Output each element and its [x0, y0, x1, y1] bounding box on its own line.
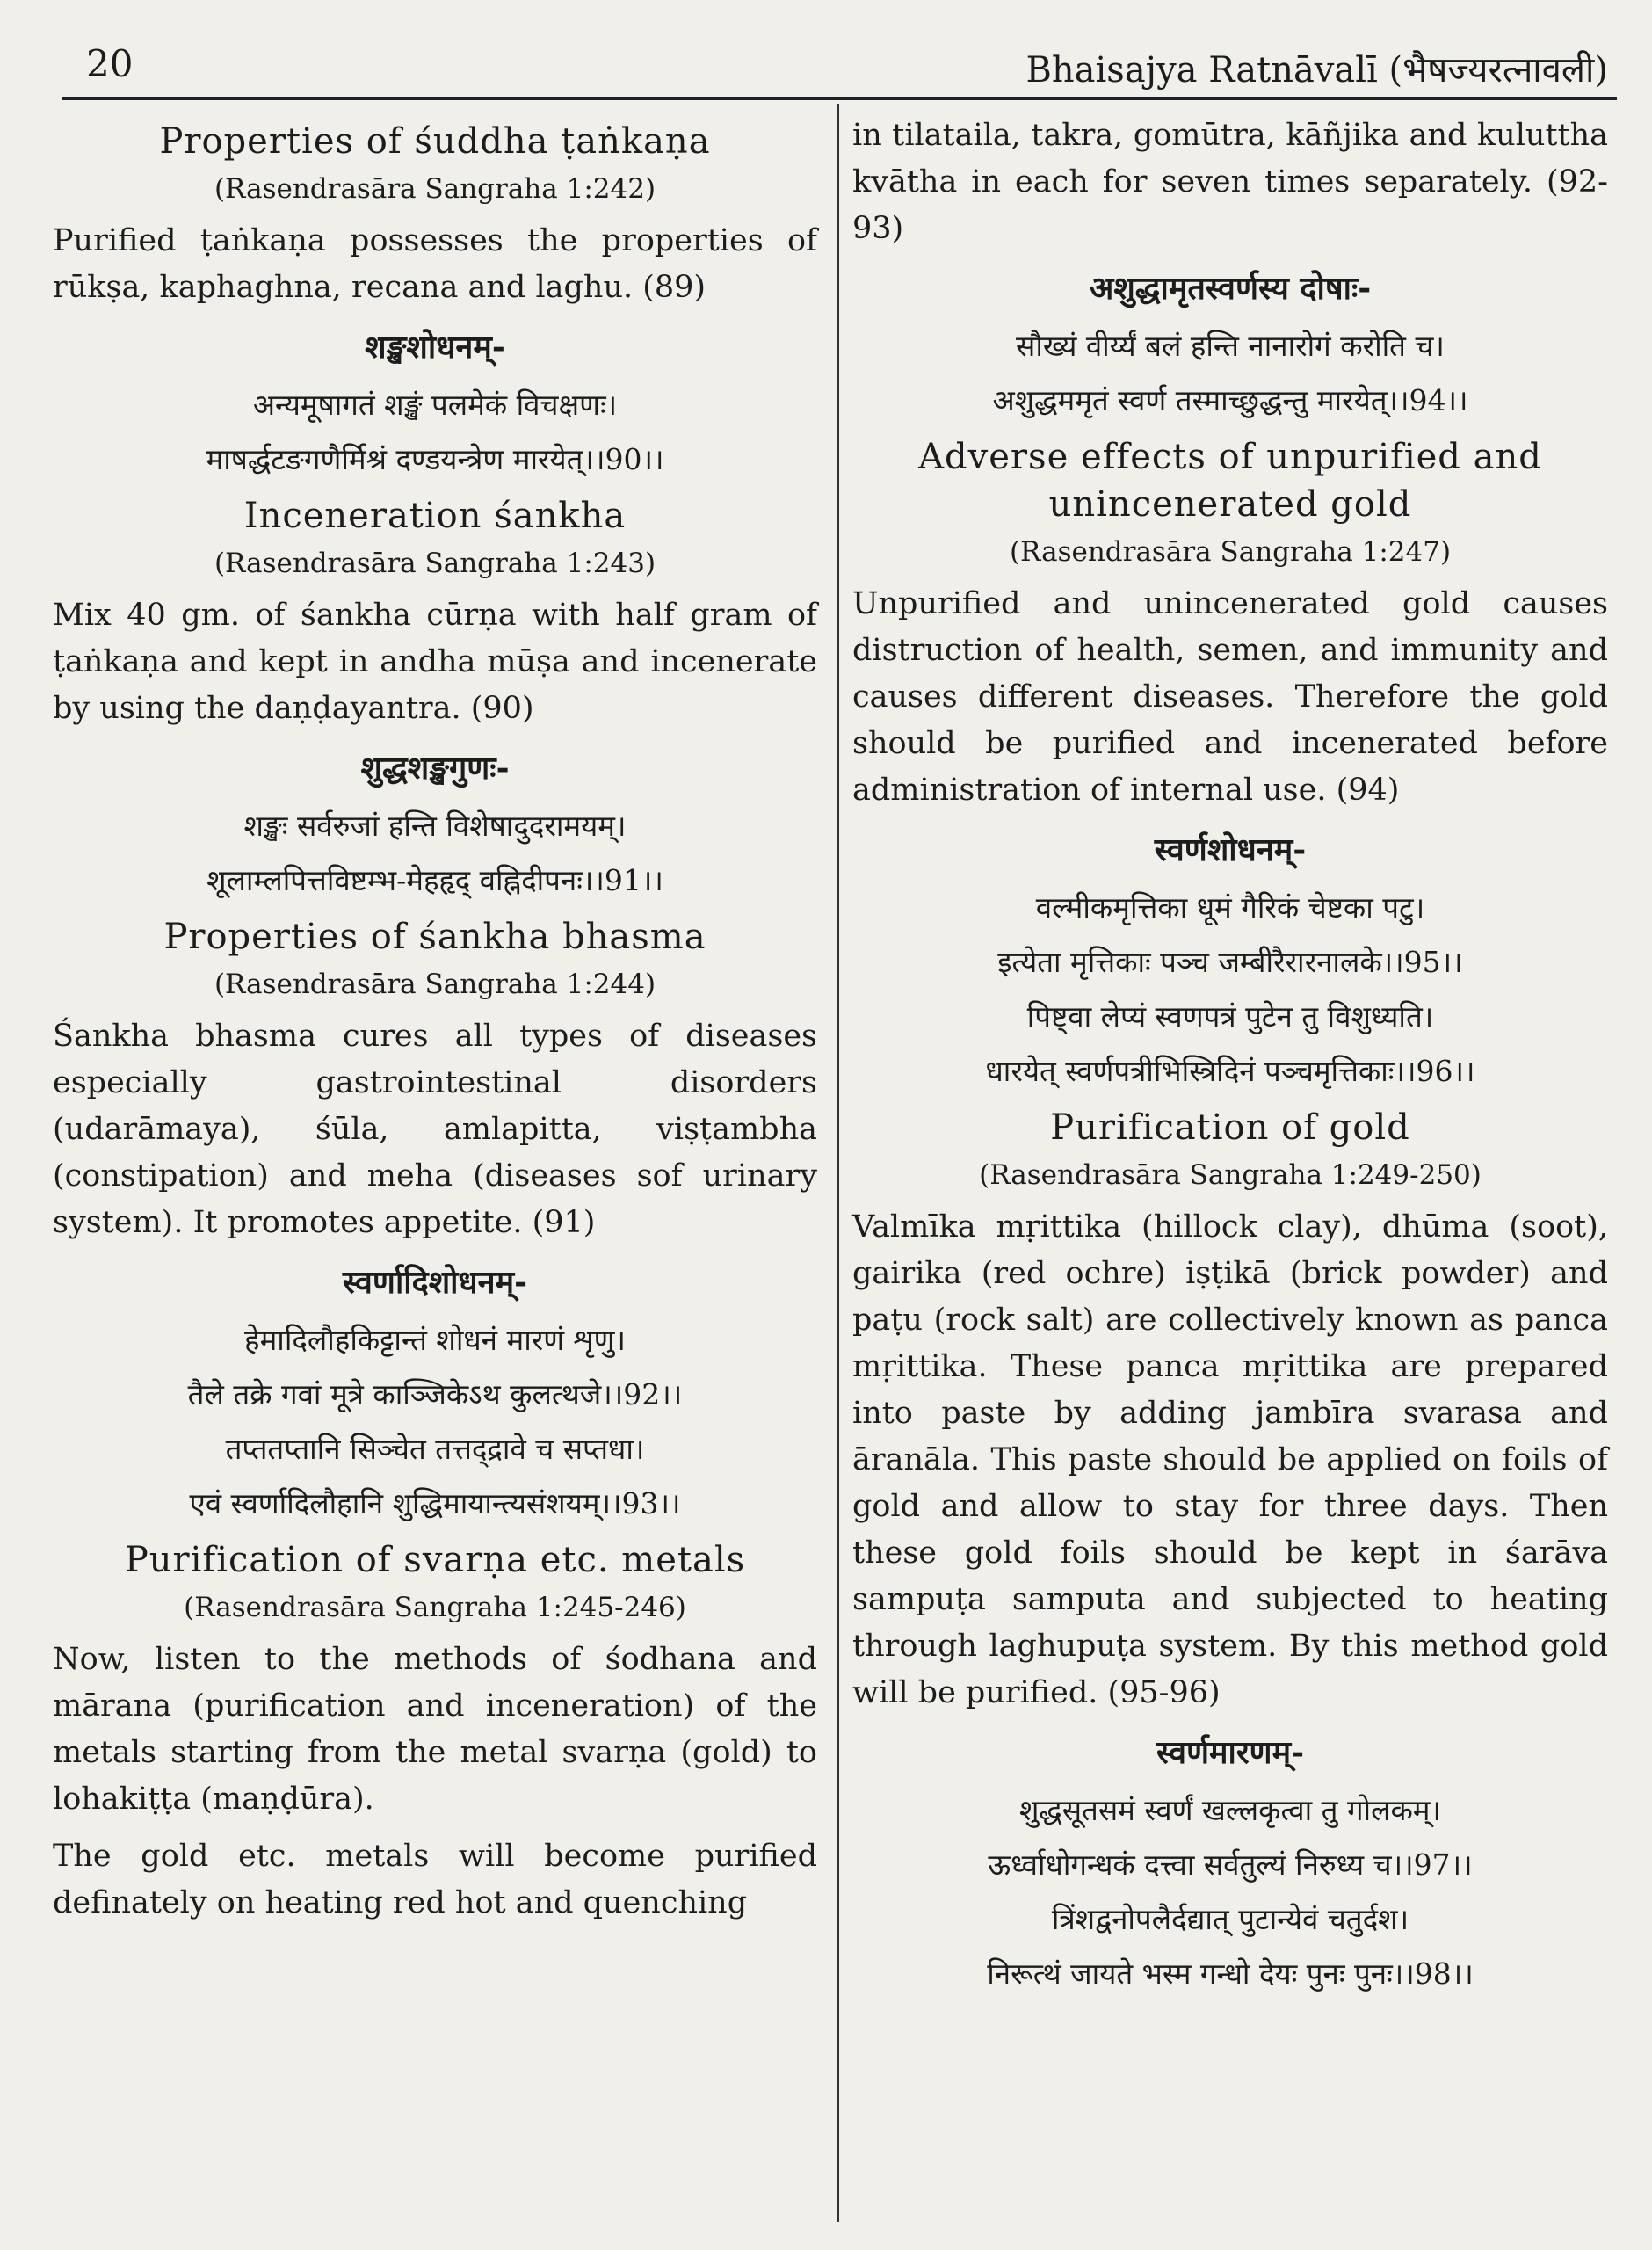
section-heading: Purification of gold	[1050, 1107, 1410, 1148]
section-heading: Purification of svarṇa etc. metals	[124, 1540, 746, 1580]
sanskrit-verse: पिष्ट्वा लेप्यं स्वणपत्रं पुटेन तु विशुध्यति।	[1026, 999, 1434, 1034]
sanskrit-verse: सौख्यं वीर्य्यं बलं हन्ति नानारोगं करोति च।	[1016, 329, 1445, 363]
left-column	[53, 112, 817, 1937]
paragraph: Śankha bhasma cures all types of diseases especially gastrointestinal disorders (udarāmaya), śūla, amlapitta, viṣṭambha (constipation) and meha (diseases sof urinary system). It promotes appetite. (91)	[53, 1019, 817, 1240]
column-divider	[837, 104, 839, 2222]
paragraph: Now, listen to the methods of śodhana and mārana (purification and inceneration) of the metals starting from the metal svarṇa (gold) to lohakiṭṭa (maṇḍūra).	[53, 1642, 817, 1817]
sanskrit-verse: अन्यमूषागतं शङ्खं पलमेकं विचक्षणः।	[252, 388, 618, 422]
sanskrit-verse: ऊर्ध्वाधोगन्धकं दत्त्वा सर्वतुल्यं निरुध्य च।।97।।	[988, 1847, 1473, 1882]
sanskrit-verse: शूलाम्लपित्तविष्टम्भ-मेहहृद् वह्निदीपनः।।91।।	[206, 863, 663, 897]
sanskrit-verse: शङ्खः सर्वरुजां हन्ति विशेषादुदरामयम्।	[243, 809, 627, 843]
paragraph: Purified ṭaṅkaṇa possesses the properties of rūkṣa, kaphaghna, recana and laghu. (89)	[53, 223, 817, 305]
sanskrit-verse: तप्ततप्तानि सिञ्चेत तत्तद्द्रावे च सप्तधा।	[225, 1432, 645, 1466]
sanskrit-title: शङ्खशोधनम्-	[365, 329, 505, 366]
source-citation: (Rasendrasāra Sangraha 1:243)	[214, 548, 656, 579]
sanskrit-verse: इत्येता मृत्तिकाः पञ्च जम्बीरैरारनालके।।95।।	[997, 945, 1463, 979]
page-header	[62, 35, 1617, 100]
section-heading: Properties of śuddha ṭaṅkaṇa	[159, 121, 711, 162]
sanskrit-title: स्वर्णमारणम्-	[1156, 1734, 1305, 1771]
paragraph: Unpurified and unincenerated gold causes distruction of health, semen, and immunity and causes different diseases. Therefore the gold should be purified and incenerated before administration of internal use. (94)	[852, 586, 1608, 808]
source-citation: (Rasendrasāra Sangraha 1:245-246)	[184, 1592, 686, 1623]
section-heading: Inceneration śankha	[243, 496, 627, 536]
book-title: Bhaisajya Ratnāvalī (भैषज्यरत्नावली)	[1025, 50, 1608, 91]
sanskrit-verse: हेमादिलौहकिट्टान्तं शोधनं मारणं शृणु।	[244, 1323, 626, 1357]
source-citation: (Rasendrasāra Sangraha 1:247)	[1009, 536, 1452, 568]
source-citation: (Rasendrasāra Sangraha 1:249-250)	[979, 1159, 1482, 1191]
sanskrit-verse: शुद्धसूतसमं स्वर्णं खल्लकृत्वा तु गोलकम्।	[1018, 1793, 1442, 1827]
paragraph: in tilataila, takra, gomūtra, kāñjika and kuluttha kvātha in each for seven times separately. (92-93)	[852, 118, 1608, 246]
section-heading: Adverse effects of unpurified and unincenerated gold	[918, 437, 1542, 525]
page-number: 20	[86, 42, 134, 85]
sanskrit-title: शुद्धशङ्खगुणः-	[360, 750, 510, 787]
sanskrit-verse: त्रिंशद्वनोपलैर्दद्यात् पुटान्येवं चतुर्दश।	[1051, 1902, 1409, 1936]
sanskrit-title: स्वर्णादिशोधनम्-	[342, 1264, 528, 1301]
sanskrit-verse: माषर्द्धटङगणैर्मिश्रं दण्डयन्त्रेण मारयेत्।।90।।	[206, 442, 664, 476]
sanskrit-verse: तैले तक्रे गवां मूत्रे काञ्जिकेऽथ कुलत्थजे।।92।।	[187, 1377, 683, 1412]
sanskrit-title: स्वर्णशोधनम्-	[1154, 831, 1307, 868]
paragraph: Mix 40 gm. of śankha cūrṇa with half gram of ṭaṅkaṇa and kept in andha mūṣa and incenerate by using the daṇḍayantra. (90)	[53, 598, 817, 726]
sanskrit-verse: वल्मीकमृत्तिका धूमं गैरिकं चेष्टका पटु।	[1035, 890, 1425, 925]
source-citation: (Rasendrasāra Sangraha 1:244)	[214, 969, 656, 1000]
source-citation: (Rasendrasāra Sangraha 1:242)	[214, 173, 656, 205]
section-heading: Properties of śankha bhasma	[163, 917, 706, 957]
sanskrit-verse: अशुद्धममृतं स्वर्ण तस्माच्छुद्धन्तु मारयेत्।।94।।	[992, 383, 1468, 417]
sanskrit-verse: निरूत्थं जायते भस्म गन्धो देयः पुनः पुनः।।98।।	[987, 1956, 1474, 1991]
sanskrit-verse: एवं स्वर्णादिलौहानि शुद्धिमायान्त्यसंशयम्।।93।।	[189, 1486, 681, 1521]
paragraph: The gold etc. metals will become purified definately on heating red hot and quenching	[53, 1839, 817, 1920]
right-column	[852, 112, 1608, 2001]
paragraph: Valmīka mṛittika (hillock clay), dhūma (soot), gairika (red ochre) iṣṭikā (brick powder) and paṭu (rock salt) are collectively known as panca mṛittika. These panca mṛittika are prepared into paste by adding jambīra svarasa and āranāla. This paste should be applied on foils of gold and allow to stay for three days. Then these gold foils should be kept in śarāva sampuṭa samputa and subjected to heating through laghupuṭa system. By this method gold will be purified. (95-96)	[852, 1209, 1608, 1710]
sanskrit-verse: धारयेत् स्वर्णपत्रीभिस्त्रिदिनं पञ्चमृत्तिकाः।।96।।	[985, 1054, 1475, 1088]
sanskrit-title: अशुद्धामृतस्वर्णस्य दोषाः-	[1089, 270, 1372, 307]
